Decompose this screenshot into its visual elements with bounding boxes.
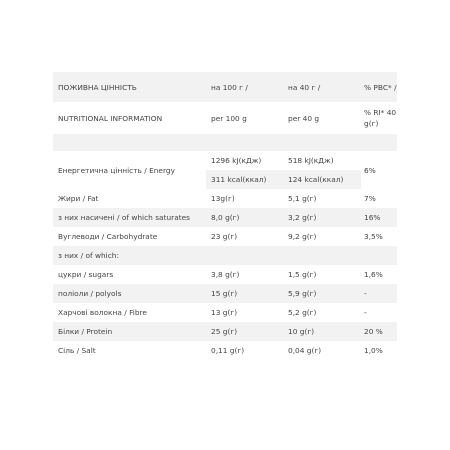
energy-per100-kcal: 311 kcal(ккал): [206, 170, 283, 189]
energy-per40-kj: 518 kJ(кДж): [283, 151, 361, 170]
nutrient-per100: 25 g(г): [211, 327, 238, 336]
header-label-en: NUTRITIONAL INFORMATION: [58, 113, 163, 123]
table-row: [53, 284, 397, 303]
nutrient-label: Білки / Protein: [58, 327, 113, 336]
header-per100-ua: на 100 г /: [211, 82, 248, 92]
nutrient-per40: 5,2 g(г): [288, 308, 317, 317]
energy-label: Енергетична цінність / Energy: [58, 165, 175, 175]
nutrient-label: Вуглеводи / Carbohydrate: [58, 232, 158, 241]
nutrient-per100: 13 g(г): [211, 308, 238, 317]
spacer-row: [53, 134, 397, 151]
nutrient-label: Жири / Fat: [58, 194, 99, 203]
nutrient-per100: 3,8 g(г): [211, 270, 240, 279]
nutrient-ri: 20 %: [364, 327, 383, 336]
nutrient-ri: 7%: [364, 194, 376, 203]
energy-ri: 6%: [364, 165, 376, 175]
header-row-en: [53, 102, 397, 134]
header-ri-ua: % РВС* /: [364, 82, 397, 92]
nutrient-ri: [361, 246, 397, 265]
nutrient-per40: 10 g(г): [288, 327, 315, 336]
energy-row: [53, 151, 397, 189]
nutrient-per40: 5,9 g(г): [288, 289, 317, 298]
nutrient-per100: 8,0 g(г): [211, 213, 240, 222]
nutrient-ri: 1,0%: [364, 346, 383, 355]
table-row: [53, 341, 397, 360]
nutrient-per100: 15 g(г): [211, 289, 238, 298]
header-per100-en: per 100 g: [211, 113, 247, 123]
header-ri-en: % RI* 40 g(г): [364, 108, 397, 128]
energy-per100: [206, 151, 283, 189]
nutrient-label: Сіль / Salt: [58, 346, 96, 355]
nutrient-label: цукри / sugars: [58, 270, 114, 279]
nutrient-label: поліоли / polyols: [58, 289, 122, 298]
nutrient-rows: [53, 189, 397, 360]
nutrient-per40: 5,1 g(г): [288, 194, 317, 203]
header-per40-ua: на 40 г /: [288, 82, 321, 92]
nutrient-per40: 3,2 g(г): [288, 213, 317, 222]
nutrient-label: з них насичені / of which saturates: [58, 213, 191, 222]
nutrient-label: Харчові волокна / Fibre: [58, 308, 147, 317]
table-row: [53, 265, 397, 284]
header-label-ua: ПОЖИВНА ЦІННІСТЬ: [58, 82, 137, 92]
table-row: [53, 303, 397, 322]
table-row: [53, 227, 397, 246]
table-row: [53, 246, 397, 265]
nutrient-per40: 1,5 g(г): [288, 270, 317, 279]
table-row: [53, 322, 397, 341]
nutrient-ri: -: [364, 308, 367, 317]
energy-per40-kcal: 124 kcal(ккал): [283, 170, 361, 189]
nutrient-per40: [283, 246, 361, 265]
nutrient-label: з них / of which:: [58, 251, 119, 260]
table-row: [53, 189, 397, 208]
nutrient-per40: 9,2 g(г): [288, 232, 317, 241]
header-per40-en: per 40 g: [288, 113, 320, 123]
nutrient-ri: -: [364, 289, 367, 298]
nutrient-per100: 13g(г): [211, 194, 235, 203]
nutrient-per100: [206, 246, 283, 265]
nutrient-ri: 1,6%: [364, 270, 383, 279]
nutrient-per40: 0,04 g(г): [288, 346, 322, 355]
nutrition-table: [53, 72, 397, 360]
nutrient-ri: 3,5%: [364, 232, 383, 241]
table-row: [53, 208, 397, 227]
nutrient-ri: 16%: [364, 213, 381, 222]
nutrient-per100: 23 g(г): [211, 232, 238, 241]
energy-per40: [283, 151, 361, 189]
energy-per100-kj: 1296 kJ(кДж): [206, 151, 283, 170]
header-row-ua: [53, 72, 397, 102]
nutrient-per100: 0,11 g(г): [211, 346, 245, 355]
